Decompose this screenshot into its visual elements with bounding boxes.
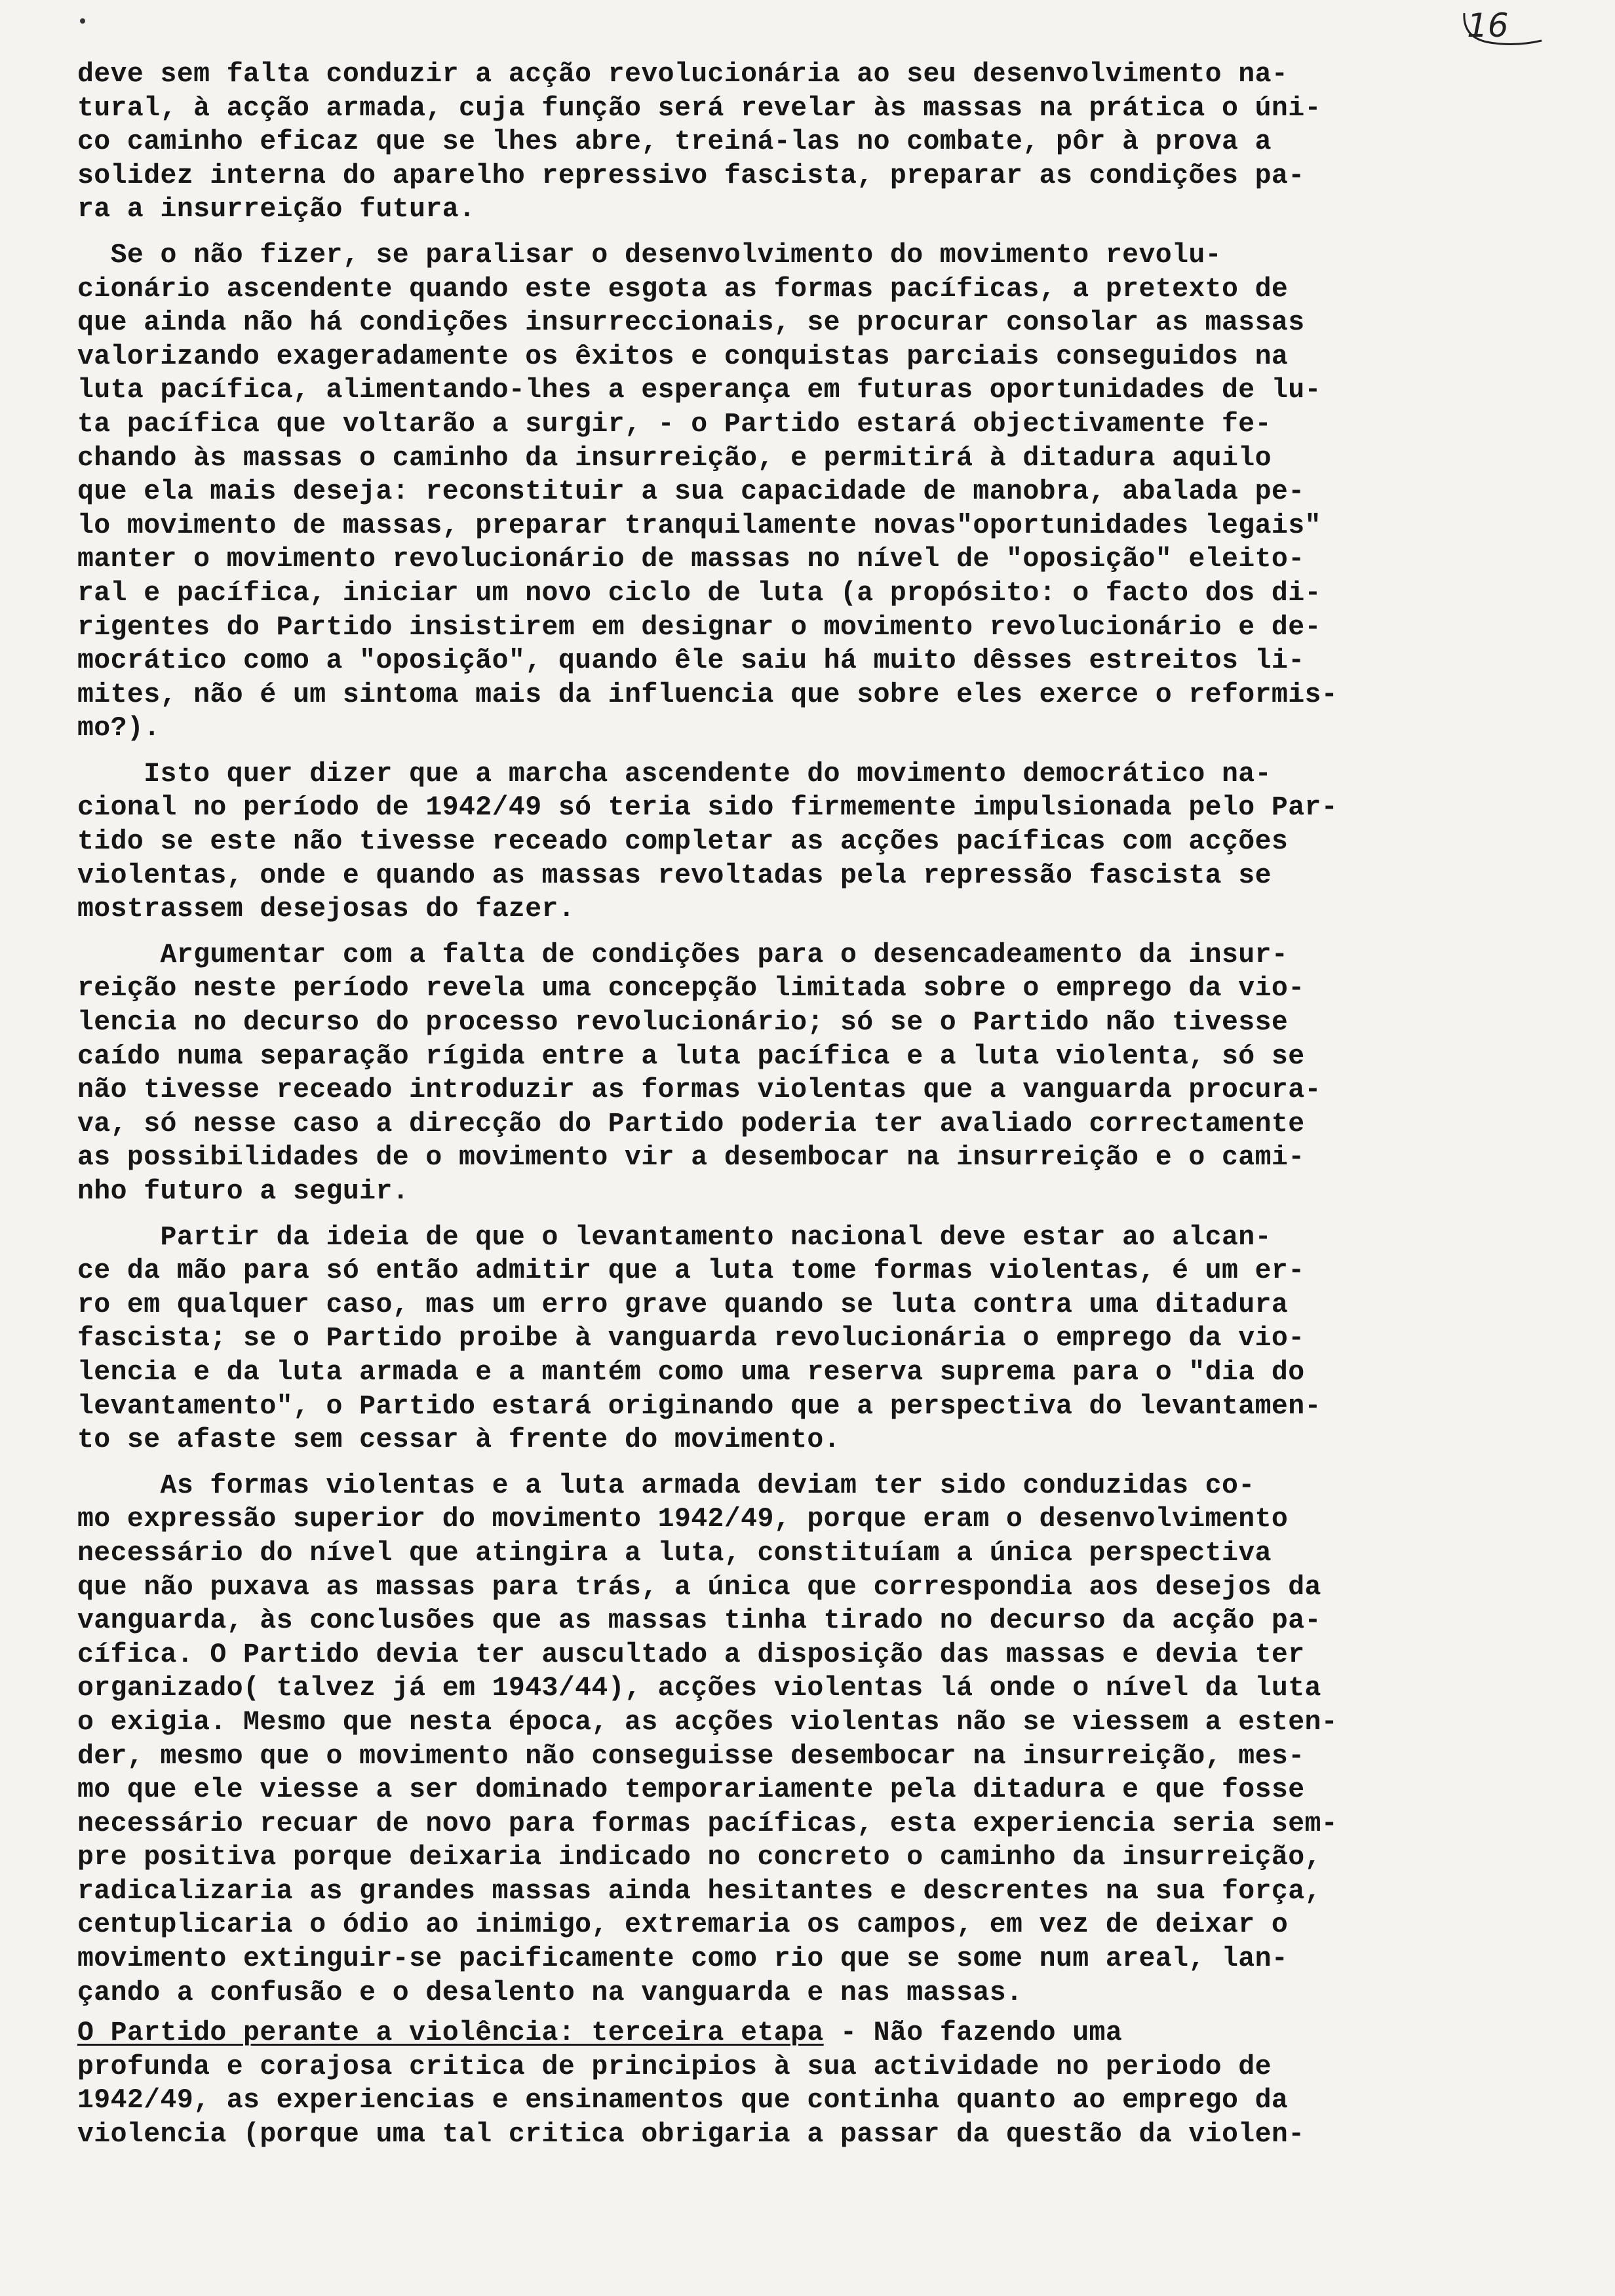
text-line: cífica. O Partido devia ter auscultado a disposição das massas e devia ter — [77, 1639, 1305, 1670]
page-number-underline — [1460, 4, 1546, 53]
text-line: vanguarda, às conclusões que as massas tinha tirado no decurso da acção pa- — [77, 1605, 1321, 1637]
text-line: solidez interna do aparelho repressivo fascista, preparar as condições pa- — [77, 160, 1305, 191]
text-line: Partir da ideia de que o levantamento nacional deve estar ao alcan- — [77, 1221, 1272, 1253]
section-heading-lead: - Não fazendo uma — [823, 2018, 1123, 2049]
text-line: Se o não fizer, se paralisar o desenvolvimento do movimento revolu- — [77, 239, 1222, 271]
text-line: rigentes do Partido insistirem em designar o movimento revolucionário e de- — [77, 611, 1321, 643]
text-line: va, só nesse caso a direcção do Partido poderia ter avaliado correctamente — [77, 1108, 1305, 1139]
text-line: radicalizaria as grandes massas ainda hesitantes e descrentes na sua força, — [77, 1875, 1321, 1907]
text-line: não tivesse receado introduzir as formas violentas que a vanguarda procura- — [77, 1075, 1321, 1106]
paragraphs-container — [77, 58, 1560, 2010]
text-line: ta pacífica que voltarão a surgir, - o Partido estará objectivamente fe- — [77, 408, 1272, 440]
text-line: necessário recuar de novo para formas pacíficas, esta experiencia seria sem- — [77, 1808, 1338, 1839]
text-line: ral e pacífica, iniciar um novo ciclo de luta (a propósito: o facto dos di- — [77, 577, 1321, 609]
paragraph — [77, 239, 1560, 746]
text-line: fascista; se o Partido proibe à vanguarda revolucionária o emprego da vio- — [77, 1323, 1305, 1354]
page-number-text: 16 — [1467, 7, 1509, 45]
text-line: que não puxava as massas para trás, a única que correspondia aos desejos da — [77, 1571, 1321, 1603]
text-line: tural, à acção armada, cuja função será revelar às massas na prática o úni- — [77, 92, 1321, 124]
text-line: mostrassem desejosas do fazer. — [77, 894, 575, 925]
text-line: que ainda não há condições insurreccionais, se procurar consolar as massas — [77, 307, 1305, 339]
text-line: movimento extinguir-se pacificamente como rio que se some num areal, lan- — [77, 1943, 1289, 1975]
text-line: deve sem falta conduzir a acção revolucionária ao seu desenvolvimento na- — [77, 59, 1289, 90]
text-line: As formas violentas e a luta armada deviam ter sido conduzidas co- — [77, 1470, 1255, 1501]
text-line: pre positiva porque deixaria indicado no concreto o caminho da insurreição, — [77, 1842, 1321, 1873]
text-line: mocrático como a "oposição", quando êle saiu há muito dêsses estreitos li- — [77, 645, 1305, 677]
text-line: que ela mais deseja: reconstituir a sua capacidade de manobra, abalada pe- — [77, 476, 1305, 508]
text-line: nho futuro a seguir. — [77, 1176, 410, 1207]
text-line: lencia e da luta armada e a mantém como uma reserva suprema para o "dia do — [77, 1356, 1305, 1388]
text-line: centuplicaria o ódio ao inimigo, extremaria os campos, em vez de deixar o — [77, 1909, 1289, 1941]
stray-ink-mark — [80, 18, 85, 24]
text-line: çando a confusão e o desalento na vanguarda e nas massas. — [77, 1977, 1023, 2008]
text-line: mo?). — [77, 713, 161, 744]
text-line: chando às massas o caminho da insurreição, e permitirá à ditadura aquilo — [77, 442, 1272, 474]
paragraph — [77, 58, 1560, 227]
text-line: ce da mão para só então admitir que a luta tome formas violentas, é um er- — [77, 1255, 1305, 1287]
text-line: reição neste período revela uma concepção limitada sobre o emprego da vio- — [77, 973, 1305, 1004]
text-line: as possibilidades de o movimento vir a desembocar na insurreição e o cami- — [77, 1142, 1305, 1174]
paragraph — [77, 1469, 1560, 2010]
text-line: organizado( talvez já em 1943/44), acções violentas lá onde o nível da luta — [77, 1673, 1321, 1704]
text-line: levantamento", o Partido estará originando que a perspectiva do levantamen- — [77, 1390, 1321, 1422]
text-line: Argumentar com a falta de condições para o desencadeamento da insur- — [77, 939, 1289, 970]
text-line: tido se este não tivesse receado completar as acções pacíficas com acções — [77, 826, 1289, 858]
document-body — [77, 58, 1560, 2152]
paragraph — [77, 938, 1560, 1209]
text-line: luta pacífica, alimentando-lhes a esperança em futuras oportunidades de lu- — [77, 375, 1321, 406]
text-line: to se afaste sem cessar à frente do movimento. — [77, 1425, 840, 1456]
text-line: profunda e corajosa critica de principios à sua actividade no periodo de — [77, 2051, 1272, 2082]
text-line: cional no período de 1942/49 só teria sido firmemente impulsionada pelo Par- — [77, 792, 1338, 824]
text-line: valorizando exageradamente os êxitos e conquistas parciais conseguidos na — [77, 341, 1289, 372]
text-line: violencia (porque uma tal critica obrigaria a passar da questão da violen- — [77, 2119, 1305, 2151]
text-line: violentas, onde e quando as massas revoltadas pela repressão fascista se — [77, 860, 1272, 891]
text-line: o exigia. Mesmo que nesta época, as acções violentas não se viessem a esten- — [77, 1706, 1338, 1738]
text-line: caído numa separação rígida entre a luta pacífica e a luta violenta, só se — [77, 1041, 1305, 1072]
text-line: lo movimento de massas, preparar tranquilamente novas"oportunidades legais" — [77, 510, 1321, 541]
paragraph — [77, 757, 1560, 927]
section-heading-line — [77, 2016, 1560, 2050]
section-body — [77, 2050, 1560, 2152]
text-line: mo expressão superior do movimento 1942/49, porque eram o desenvolvimento — [77, 1504, 1289, 1535]
text-line: 1942/49, as experiencias e ensinamentos que continha quanto ao emprego da — [77, 2085, 1289, 2116]
text-line: ra a insurreição futura. — [77, 194, 476, 225]
text-line: mo que ele viesse a ser dominado temporariamente pela ditadura e que fosse — [77, 1774, 1305, 1806]
text-line: der, mesmo que o movimento não conseguisse desembocar na insurreição, mes- — [77, 1740, 1305, 1772]
handwritten-page-number — [1460, 4, 1546, 50]
text-line: manter o movimento revolucionário de massas no nível de "oposição" eleito- — [77, 544, 1305, 575]
text-line: Isto quer dizer que a marcha ascendente do movimento democrático na- — [77, 758, 1272, 790]
text-line: cionário ascendente quando este esgota as formas pacíficas, a pretexto de — [77, 273, 1289, 305]
text-line: lencia no decurso do processo revolucionário; só se o Partido não tivesse — [77, 1007, 1289, 1039]
paragraph — [77, 1221, 1560, 1457]
section-heading: O Partido perante a violência: terceira etapa — [77, 2018, 824, 2049]
text-line: mites, não é um sintoma mais da influencia que sobre eles exerce o reformis- — [77, 679, 1338, 710]
text-line: co caminho eficaz que se lhes abre, treiná-las no combate, pôr à prova a — [77, 126, 1272, 158]
text-line: necessário do nível que atingira a luta, constituíam a única perspectiva — [77, 1537, 1272, 1569]
text-line: ro em qualquer caso, mas um erro grave quando se luta contra uma ditadura — [77, 1289, 1289, 1320]
